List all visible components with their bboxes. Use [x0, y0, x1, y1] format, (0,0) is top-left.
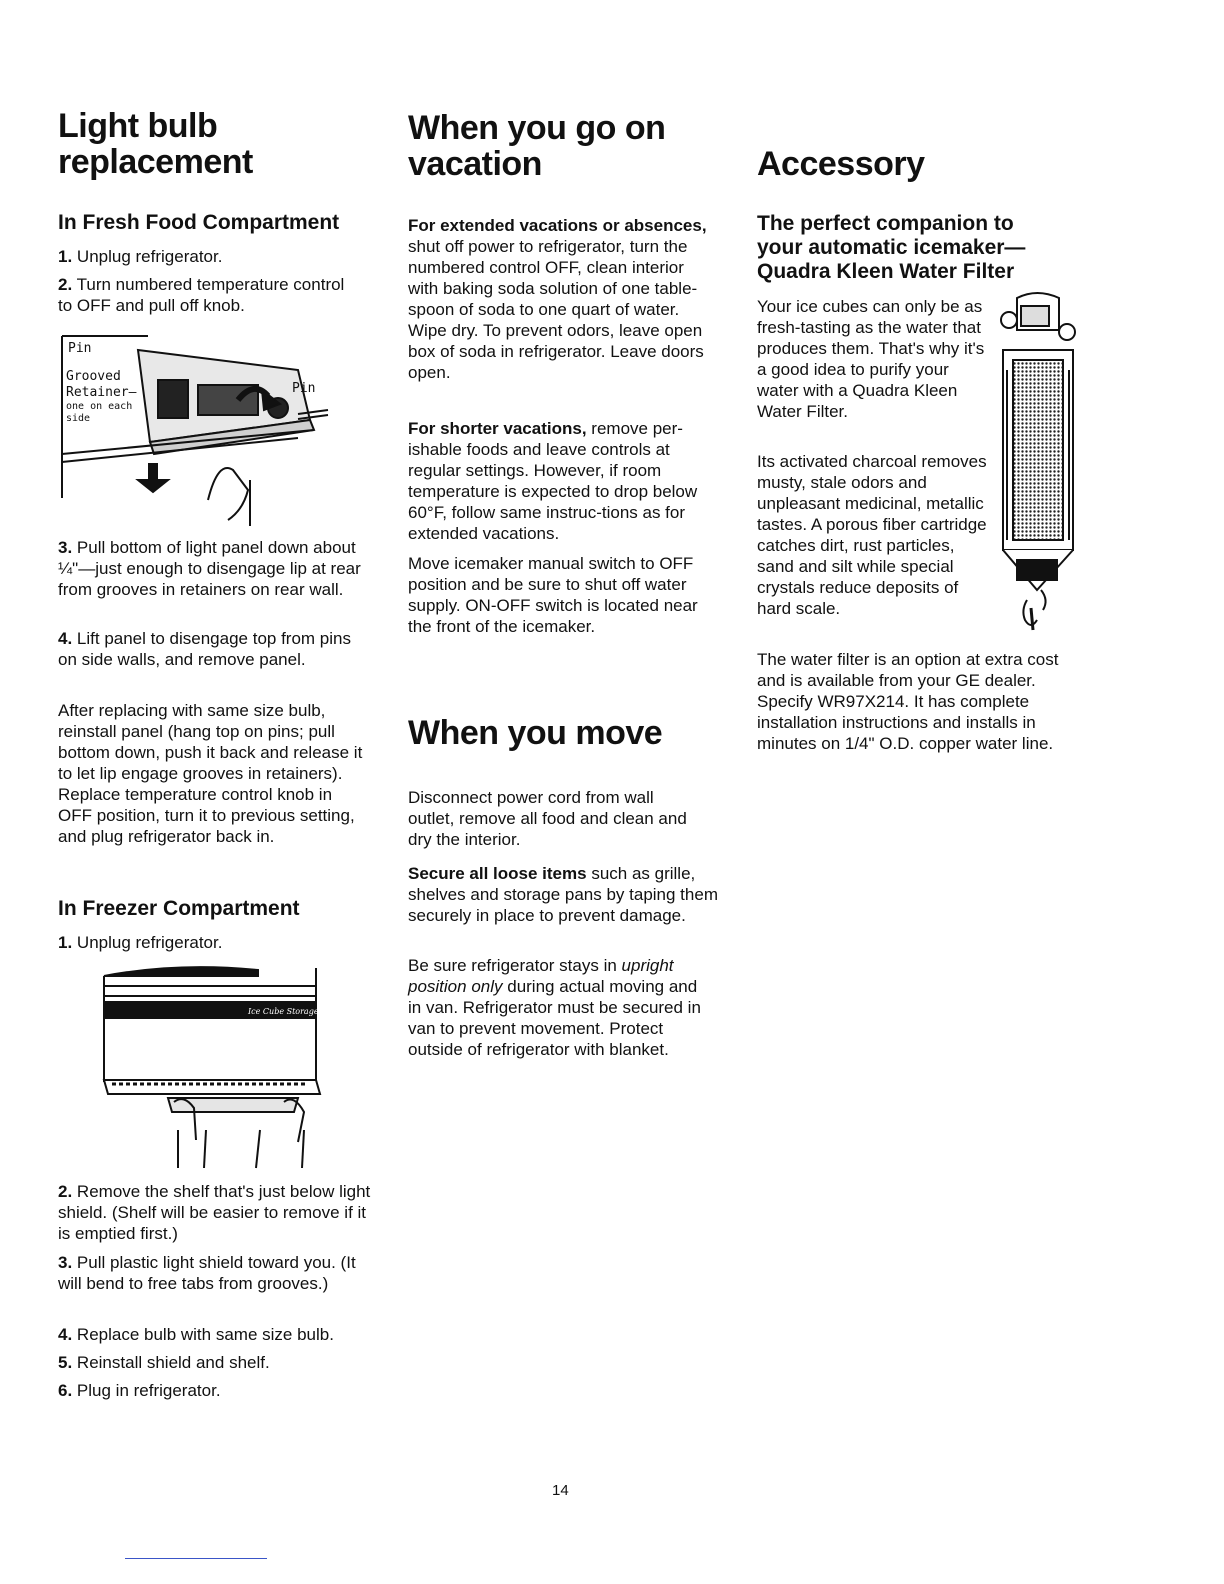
step-text: Reinstall shield and shelf. [76, 1353, 270, 1372]
fresh-step-4 [58, 628, 363, 670]
shorter-vacation-paragraph [408, 418, 708, 544]
fresh-food-heading: In Fresh Food Compartment [58, 211, 340, 234]
light-bulb-title-line2: replacement [58, 143, 253, 181]
label-pin-right: Pin [292, 381, 316, 396]
vacation-title-line2: vacation [408, 145, 542, 183]
step-text: Pull plastic light shield toward you. (It will bend to free tabs from grooves.) [58, 1253, 356, 1293]
label-grooved: Grooved [66, 369, 121, 384]
step-text: Lift panel to disengage top from pins on side walls, and remove panel. [58, 629, 351, 669]
accessory-paragraph-3: The water filter is an option at extra cost and is available from your GE dealer. Specify WR97X214. It has complete installation instructions and installs in minutes on 1/4" O.D. copper water line. [757, 650, 1059, 753]
step-text: Unplug refrigerator. [76, 933, 223, 952]
freezer-step-1 [58, 932, 358, 953]
accessory-subtitle-line2: your automatic icemaker— [757, 236, 1026, 259]
accessory-subtitle-line3: Quadra Kleen Water Filter [757, 260, 1015, 283]
secure-items-text: such as grille, shelves and storage pans by taping them securely in place to prevent damage. [408, 864, 718, 925]
accessory-subtitle [757, 212, 1077, 284]
fresh-step-2 [58, 274, 358, 316]
freezer-step-2 [58, 1181, 373, 1244]
move-paragraph-3 [408, 955, 708, 1060]
label-pin-left: Pin [68, 341, 92, 356]
step-number: 1. [58, 247, 73, 266]
step-number: 6. [58, 1381, 73, 1400]
freezer-shield-diagram [98, 962, 328, 1174]
accessory-paragraph-2: Its activated charcoal removes musty, stale odors and unpleasant medicinal, metallic tastes. A porous fiber cartridge catches dirt, rust particles, sand and silt while special crystals reduce deposits of hard scale. [757, 452, 987, 618]
move-paragraph-3-b: during actual moving and in van. Refrigerator must be secured in van to prevent movement. Protect outside of refrigerator with blanket. [408, 977, 701, 1059]
freezer-shield-illustration [104, 967, 320, 1168]
extended-vacation-paragraph [408, 215, 708, 383]
water-filter-diagram [997, 290, 1077, 640]
shorter-vacation-text: remove per-ishable foods and leave controls at regular settings. However, if room temperature is expected to drop below 60°F, follow same instruc-tions as for extended vacations. [408, 419, 698, 543]
step-text: Remove the shelf that's just below light shield. (Shelf will be easier to remove if it is emptied first.) [58, 1182, 371, 1243]
light-bulb-title [58, 108, 253, 180]
extended-vacation-text: shut off power to refrigerator, turn the numbered control OFF, clean interior with baking soda solution of one table-spoon of soda to one quart of water. Wipe dry. To prevent odors, leave open box of soda in refrigerator. Leave doors open. [408, 237, 704, 382]
label-retainer: Retainer— [66, 385, 137, 400]
freezer-heading: In Freezer Compartment [58, 897, 300, 920]
step-number: 4. [58, 629, 73, 648]
step-number: 4. [58, 1325, 73, 1344]
step-number: 2. [58, 1182, 73, 1201]
after-replacing-text: After replacing with same size bulb, reinstall panel (hang top on pins; pull bottom down, push it back and release it to let lip engage grooves in retainers). Replace temperature control knob in OFF position, turn it to previous setting, and plug refrigerator back in. [58, 701, 363, 846]
step-number: 3. [58, 538, 73, 557]
step-number: 5. [58, 1353, 73, 1372]
icemaker-switch-paragraph: Move icemaker manual switch to OFF position and be sure to shut off water supply. ON-OFF switch is located near the front of the icemaker. [408, 554, 698, 636]
step-text: Unplug refrigerator. [76, 247, 223, 266]
footer-rule [125, 1558, 267, 1559]
accessory-title: Accessory [757, 145, 925, 183]
step-text: Turn numbered temperature control to OFF and pull off knob. [58, 275, 345, 315]
accessory-paragraph-1: Your ice cubes can only be as fresh-tasting as the water that produces them. That's why it's a good idea to purify your water with a Quadra Kleen Water Filter. [757, 297, 985, 421]
accessory-subtitle-line1: The perfect companion to [757, 212, 1014, 235]
shorter-vacation-lead: For shorter vacations, [408, 419, 587, 438]
light-panel-illustration [62, 336, 328, 526]
vacation-title [408, 110, 665, 182]
label-one-on-each: one on each [66, 401, 133, 412]
freezer-step-3 [58, 1252, 363, 1294]
step-number: 1. [58, 933, 73, 952]
step-text: Replace bulb with same size bulb. [76, 1325, 334, 1344]
move-paragraph-1: Disconnect power cord from wall outlet, remove all food and clean and dry the interior. [408, 788, 687, 849]
move-title: When you move [408, 714, 663, 752]
freezer-step-6 [58, 1380, 363, 1401]
light-bulb-title-line1: Light bulb [58, 107, 218, 145]
upright-position-italic: upright position only [408, 956, 674, 996]
move-paragraph-2 [408, 863, 718, 926]
extended-vacation-lead: For extended vacations or absences, [408, 216, 707, 235]
ice-cube-storage-label: Ice Cube Storage [248, 1007, 319, 1016]
light-panel-diagram [58, 330, 338, 530]
freezer-step-4 [58, 1324, 373, 1345]
move-paragraph-3-a: Be sure refrigerator stays in [408, 956, 622, 975]
fresh-step-1 [58, 246, 358, 267]
step-number: 2. [58, 275, 73, 294]
freezer-step-5 [58, 1352, 363, 1373]
page-number: 14 [552, 1482, 569, 1499]
secure-items-lead: Secure all loose items [408, 864, 587, 883]
label-side: side [66, 413, 91, 424]
step-text: Plug in refrigerator. [76, 1381, 221, 1400]
water-filter-illustration [1001, 293, 1075, 630]
step-text: Pull bottom of light panel down about ¼"—just enough to disengage lip at rear from grooves in retainers on rear wall. [58, 538, 361, 599]
vacation-title-line1: When you go on [408, 109, 666, 147]
step-number: 3. [58, 1253, 73, 1272]
fresh-step-3 [58, 537, 363, 600]
